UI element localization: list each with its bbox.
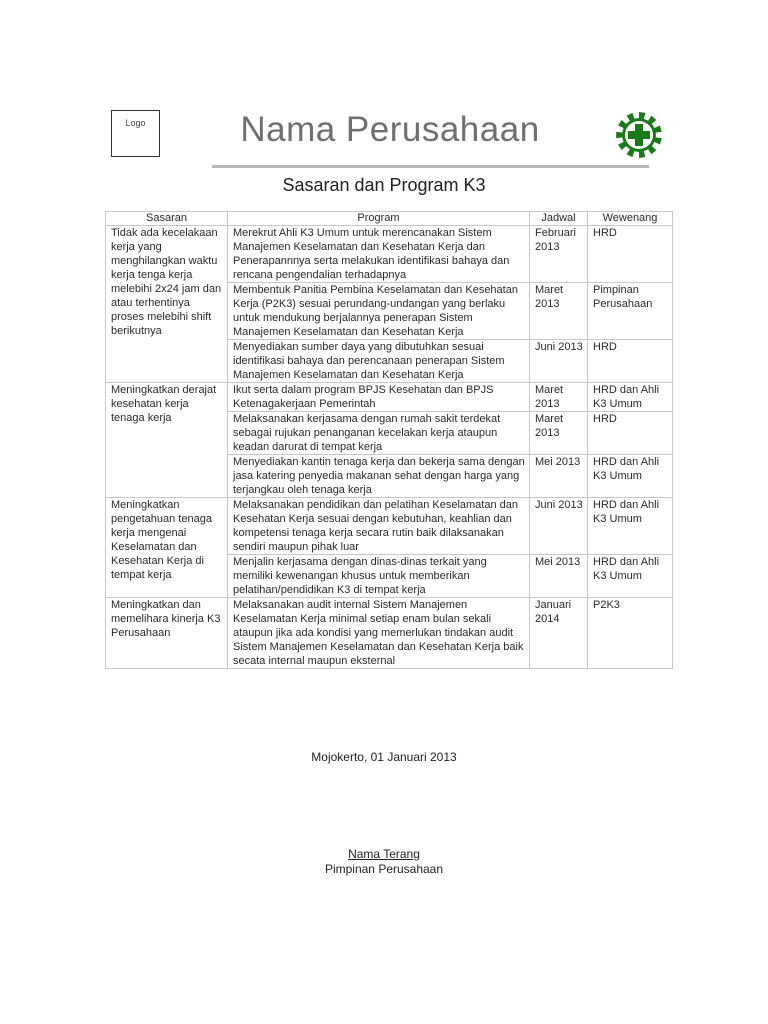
wewenang-cell: HRD dan Ahli K3 Umum (588, 555, 673, 598)
program-cell: Ikut serta dalam program BPJS Kesehatan dan BPJS Ketenagakerjaan Pemerintah (228, 383, 530, 412)
program-cell: Menjalin kerjasama dengan dinas-dinas terkait yang memiliki kewenangan khusus untuk memberikan pelatihan/pendidikan K3 di tempat kerja (228, 555, 530, 598)
jadwal-cell: Maret 2013 (530, 383, 588, 412)
header-wewenang: Wewenang (588, 212, 673, 226)
wewenang-cell: HRD (588, 412, 673, 455)
header-divider (212, 165, 649, 168)
signer-position: Pimpinan Perusahaan (324, 862, 444, 876)
program-cell: Menyediakan sumber daya yang dibutuhkan sesuai identifikasi bahaya dan perencanaan penerapan Sistem Manajemen Keselamatan dan Kesehatan Kerja (228, 340, 530, 383)
table-header-row (106, 212, 673, 226)
table-row (106, 598, 673, 669)
program-cell: Merekrut Ahli K3 Umum untuk merencanakan Sistem Manajemen Keselamatan dan Kesehatan Kerja dan Penerapannnya serta melakukan identifikasi bahaya dan rencana pengendalian terhadapnya (228, 226, 530, 283)
signer-name (0, 847, 768, 861)
wewenang-cell: HRD dan Ahli K3 Umum (588, 383, 673, 412)
header-program: Program (228, 212, 530, 226)
table-row (106, 226, 673, 283)
k3-gear-cross-icon (614, 110, 664, 160)
header-jadwal: Jadwal (530, 212, 588, 226)
jadwal-cell: Mei 2013 (530, 555, 588, 598)
wewenang-cell: HRD dan Ahli K3 Umum (588, 455, 673, 498)
program-cell: Melaksanakan kerjasama dengan rumah sakit terdekat sebagai rujukan penanganan kecelakan kerja ataupun keadan darurat di tempat kerja (228, 412, 530, 455)
sasaran-cell: Tidak ada kecelakaan kerja yang menghilangkan waktu kerja tenga kerja melebihi 2x24 jam dan atau terhentinya proses melebihi shift berikutnya (106, 226, 228, 383)
jadwal-cell: Mei 2013 (530, 455, 588, 498)
sasaran-cell: Meningkatkan derajat kesehatan kerja tenaga kerja (106, 383, 228, 498)
sasaran-cell: Meningkatkan dan memelihara kinerja K3 Perusahaan (106, 598, 228, 669)
jadwal-cell: Juni 2013 (530, 340, 588, 383)
sasaran-cell: Meningkatkan pengetahuan tenaga kerja mengenai Keselamatan dan Kesehatan Kerja di tempat kerja (106, 498, 228, 598)
wewenang-cell: P2K3 (588, 598, 673, 669)
jadwal-cell: Februari 2013 (530, 226, 588, 283)
document-title: Sasaran dan Program K3 (282, 175, 486, 195)
jadwal-cell: Maret 2013 (530, 283, 588, 340)
jadwal-cell: Maret 2013 (530, 412, 588, 455)
company-name: Nama Perusahaan (240, 110, 540, 149)
signer-name-text: Nama Terang (348, 847, 420, 861)
jadwal-cell: Juni 2013 (530, 498, 588, 555)
table-row (106, 383, 673, 412)
place-date: Mojokerto, 01 Januari 2013 (311, 750, 457, 764)
logo-label: Logo (125, 118, 146, 128)
wewenang-cell: Pimpinan Perusahaan (588, 283, 673, 340)
logo-placeholder (111, 110, 160, 157)
wewenang-cell: HRD (588, 340, 673, 383)
table-row (106, 498, 673, 555)
wewenang-cell: HRD dan Ahli K3 Umum (588, 498, 673, 555)
program-cell: Melaksanakan audit internal Sistem Manajemen Keselamatan Kerja minimal setiap enam bulan sekali ataupun jika ada kondisi yang memerlukan tindakan audit Sistem Manajemen Keselamatan dan Kesehatan Kerja baik secata internal maupun eksternal (228, 598, 530, 669)
program-cell: Menyediakan kantin tenaga kerja dan bekerja sama dengan jasa katering penyedia makanan sehat dengan harga yang terjangkau oleh tenaga kerja (228, 455, 530, 498)
header-sasaran: Sasaran (106, 212, 228, 226)
k3-program-table (105, 211, 673, 669)
jadwal-cell: Januari 2014 (530, 598, 588, 669)
program-cell: Melaksanakan pendidikan dan pelatihan Keselamatan dan Kesehatan Kerja sesuai dengan kebutuhan, keahlian dan kompetensi tenaga kerja secara rutin baik dilaksanakan sendiri maupun pihak luar (228, 498, 530, 555)
wewenang-cell: HRD (588, 226, 673, 283)
program-cell: Membentuk Panitia Pembina Keselamatan dan Kesehatan Kerja (P2K3) sesuai perundang-undangan yang berlaku untuk mendukung berjalannya penerapan Sistem Manajemen Keselamatan dan Kesehatan Kerja (228, 283, 530, 340)
